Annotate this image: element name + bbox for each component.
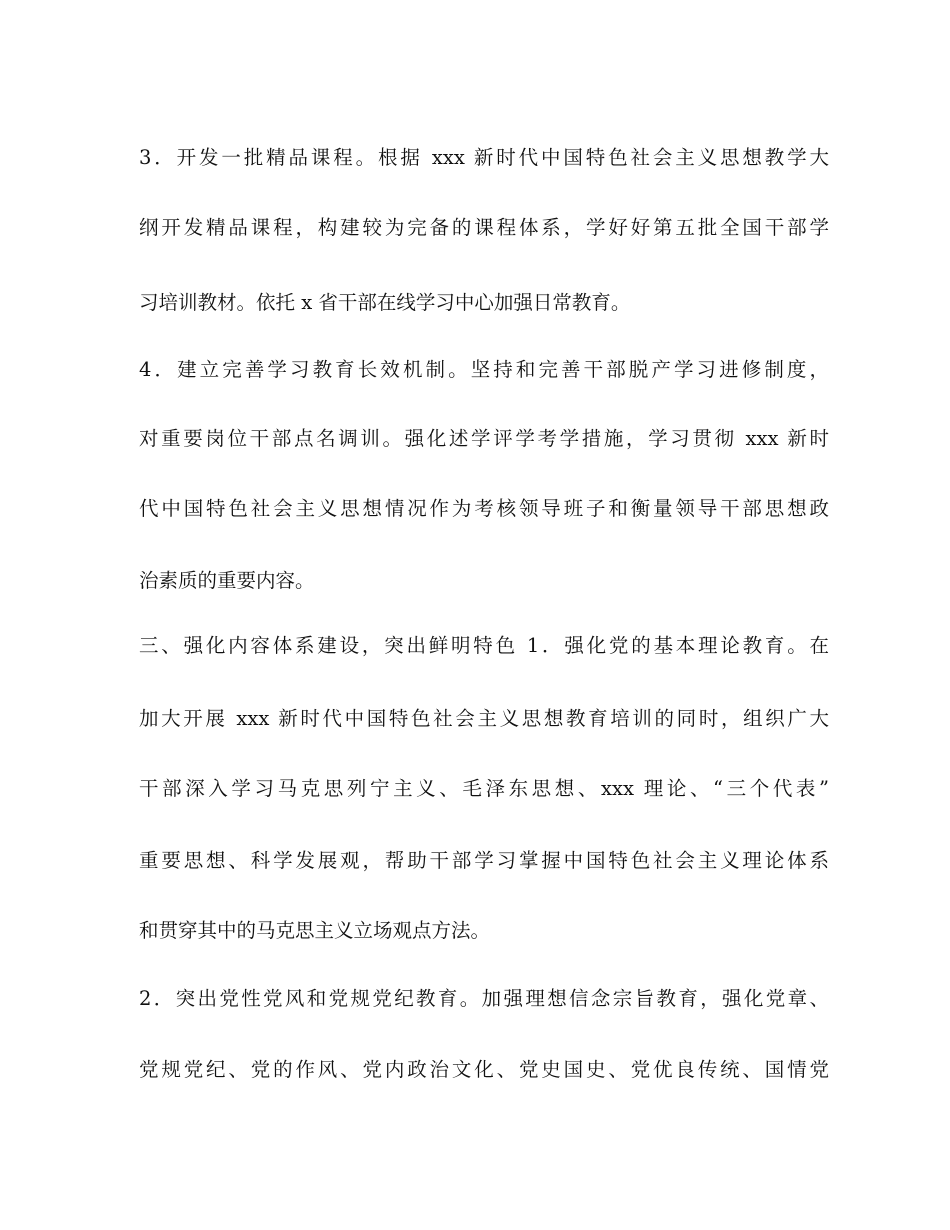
text-line: 党规党纪、党的作风、党内政治文化、党史国史、党优良传统、国情党 bbox=[139, 1058, 829, 1081]
text-line: 三、强化内容体系建设，突出鲜明特色 1．强化党的基本理论教育。在 bbox=[139, 634, 829, 657]
text-line: 习培训教材。依托 x 省干部在线学习中心加强日常教育。 bbox=[139, 291, 631, 314]
text-line: 代中国特色社会主义思想情况作为考核领导班子和衡量领导干部思想政 bbox=[139, 497, 829, 520]
text-line: 4．建立完善学习教育长效机制。坚持和完善干部脱产学习进修制度， bbox=[139, 358, 829, 381]
text-line: 纲开发精品课程，构建较为完备的课程体系，学好好第五批全国干部学 bbox=[139, 216, 829, 239]
text-line: 重要思想、科学发展观，帮助干部学习掌握中国特色社会主义理论体系 bbox=[139, 849, 829, 872]
text-line: 对重要岗位干部点名调训。强化述学评学考学措施，学习贯彻 xxx 新时 bbox=[139, 427, 829, 450]
text-line: 干部深入学习马克思列宁主义、毛泽东思想、xxx 理论、“三个代表” bbox=[139, 777, 829, 800]
text-line: 3．开发一批精品课程。根据 xxx 新时代中国特色社会主义思想教学大 bbox=[139, 146, 829, 169]
text-line: 加大开展 xxx 新时代中国特色社会主义思想教育培训的同时，组织广大 bbox=[139, 707, 829, 730]
text-line: 治素质的重要内容。 bbox=[139, 569, 315, 592]
text-line: 和贯穿其中的马克思主义立场观点方法。 bbox=[139, 919, 491, 942]
text-line: 2．突出党性党风和党规党纪教育。加强理想信念宗旨教育，强化党章、 bbox=[139, 987, 829, 1010]
